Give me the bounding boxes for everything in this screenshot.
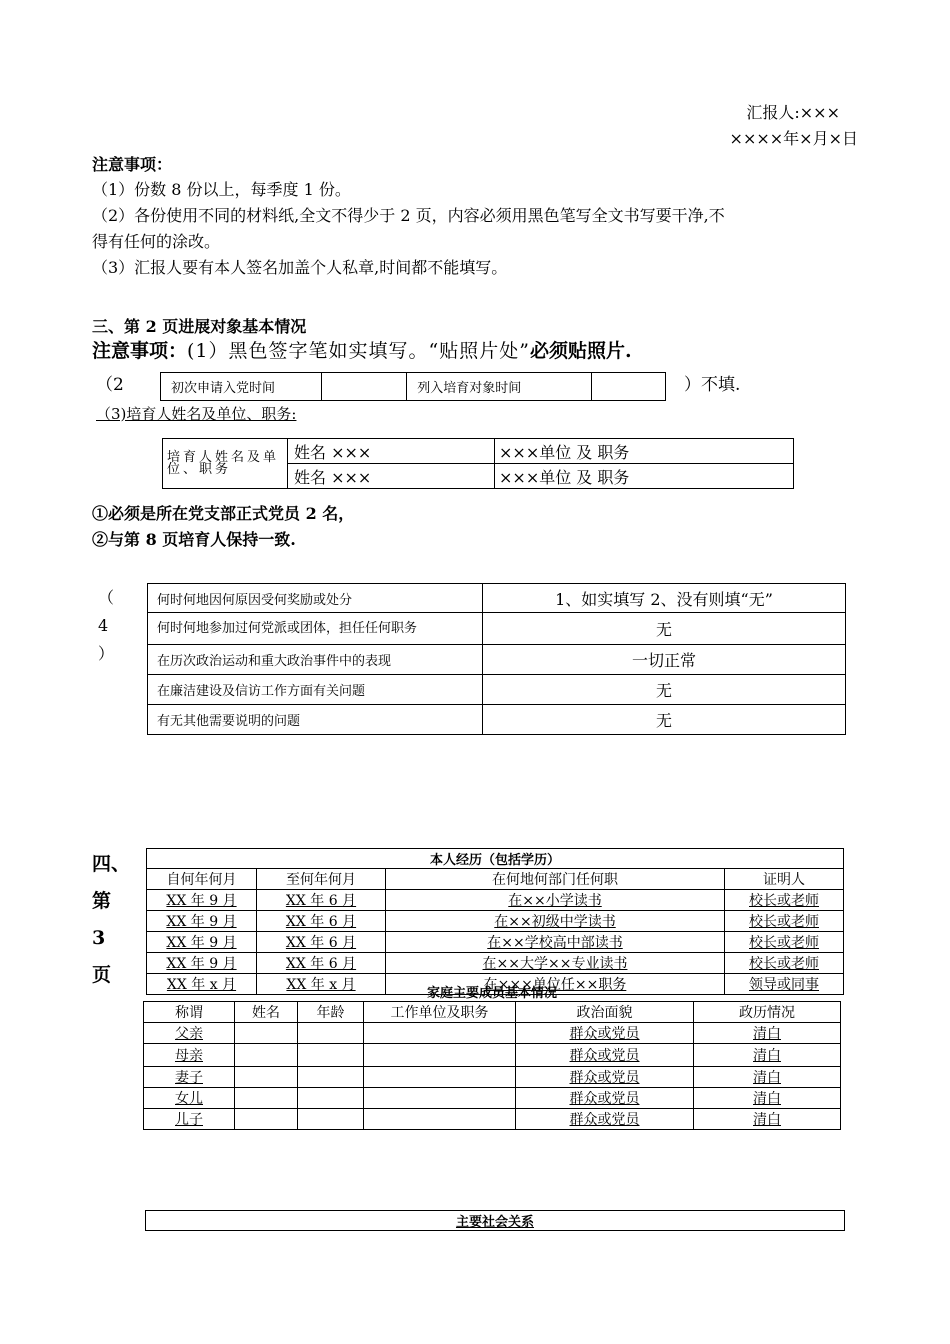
resume-cell: 校长或老师 bbox=[725, 911, 844, 932]
first-apply-label: 初次申请入党时间 bbox=[161, 373, 322, 401]
resume-cell: XX 年 6 月 bbox=[257, 890, 386, 911]
resume-cell: XX 年 6 月 bbox=[257, 911, 386, 932]
reporter: 汇报人:××× bbox=[746, 103, 840, 122]
family-cell: 母亲 bbox=[144, 1044, 235, 1067]
trainer-table bbox=[162, 438, 794, 489]
family-header-political: 政治面貌 bbox=[516, 1002, 694, 1023]
resume-cell: 在×××单位任××职务 bbox=[386, 974, 725, 995]
resume-cell: 在××小学读书 bbox=[386, 890, 725, 911]
report-date: ××××年×月×日 bbox=[729, 129, 858, 148]
family-header-relation: 称谓 bbox=[144, 1002, 235, 1023]
trainer-label: 培育人姓名及单位、职务 bbox=[163, 439, 288, 489]
resume-table bbox=[146, 848, 844, 995]
family-cell bbox=[364, 1088, 516, 1109]
trainer-2-name: 姓名 ××× bbox=[288, 464, 495, 489]
table-row bbox=[144, 1109, 841, 1130]
family-cell: 群众或党员 bbox=[516, 1023, 694, 1044]
item2-prefix: （2 bbox=[96, 375, 124, 395]
table-row bbox=[144, 1044, 841, 1067]
item3-label bbox=[96, 403, 296, 424]
section4-side-label bbox=[92, 846, 130, 994]
resume-cell: XX 年 x 月 bbox=[257, 974, 386, 995]
resume-cell: 校长或老师 bbox=[725, 932, 844, 953]
note-item-2: （2）各份使用不同的材料纸,全文不得少于 2 页，内容必须用黑色笔写全文书写要干净,不 bbox=[92, 206, 725, 225]
family-cell bbox=[235, 1023, 298, 1044]
family-header-name: 姓名 bbox=[235, 1002, 298, 1023]
table-row bbox=[144, 1088, 841, 1109]
resume-cell: 在××大学××专业读书 bbox=[386, 953, 725, 974]
item4-a-4: 无 bbox=[483, 675, 846, 705]
resume-cell: 在××初级中学读书 bbox=[386, 911, 725, 932]
cultivation-value bbox=[592, 373, 666, 401]
resume-cell: XX 年 6 月 bbox=[257, 953, 386, 974]
resume-title: 本人经历（包括学历） bbox=[147, 849, 844, 869]
resume-cell: XX 年 x 月 bbox=[147, 974, 257, 995]
family-cell bbox=[298, 1109, 364, 1130]
note-item-1: （1）份数 8 份以上，每季度 1 份。 bbox=[92, 180, 351, 199]
trainer-2-unit: ×××单位 及 职务 bbox=[495, 464, 794, 489]
section3-note-label: 注意事项： bbox=[92, 340, 188, 362]
family-cell: 清白 bbox=[694, 1109, 841, 1130]
item3-text: （3)培育人姓名及单位、职务: bbox=[96, 405, 297, 423]
family-table bbox=[143, 1001, 841, 1130]
side-label-4: 页 bbox=[92, 964, 112, 986]
family-cell: 妻子 bbox=[144, 1067, 235, 1088]
resume-header-position: 在何地何部门任何职 bbox=[386, 869, 725, 890]
family-title: 家庭主要成员基本情况 bbox=[426, 986, 557, 1001]
item4-a-5: 无 bbox=[483, 705, 846, 735]
item4-q-3: 在历次政治运动和重大政治事件中的表现 bbox=[148, 645, 483, 675]
resume-header-from: 自何年何月 bbox=[147, 869, 257, 890]
note-item-2-cont: 得有任何的涂改。 bbox=[92, 232, 221, 251]
cultivation-label: 列入培育对象时间 bbox=[407, 373, 592, 401]
family-cell bbox=[235, 1109, 298, 1130]
notes-title: 注意事项： bbox=[92, 155, 173, 174]
resume-cell: XX 年 9 月 bbox=[147, 932, 257, 953]
resume-cell: XX 年 9 月 bbox=[147, 953, 257, 974]
family-cell: 清白 bbox=[694, 1023, 841, 1044]
section3-note-text: (1）黑色签字笔如实填写。“贴照片处” bbox=[187, 340, 530, 362]
family-cell: 父亲 bbox=[144, 1023, 235, 1044]
item4-q-5: 有无其他需要说明的问题 bbox=[148, 705, 483, 735]
item4-q-4: 在廉洁建设及信访工作方面有关问题 bbox=[148, 675, 483, 705]
item4-label: （ 4 ） bbox=[98, 588, 125, 663]
resume-cell: 领导或同事 bbox=[725, 974, 844, 995]
family-cell: 儿子 bbox=[144, 1109, 235, 1130]
family-cell bbox=[364, 1044, 516, 1067]
table-row bbox=[147, 953, 844, 974]
resume-cell: XX 年 9 月 bbox=[147, 911, 257, 932]
resume-cell: XX 年 9 月 bbox=[147, 890, 257, 911]
family-cell: 群众或党员 bbox=[516, 1067, 694, 1088]
bold-note-2: ②与第 8 页培育人保持一致. bbox=[92, 530, 296, 549]
family-header-age: 年龄 bbox=[298, 1002, 364, 1023]
item4-a-2: 无 bbox=[483, 613, 846, 645]
item4-a-3: 一切正常 bbox=[483, 645, 846, 675]
family-cell bbox=[364, 1109, 516, 1130]
family-cell: 群众或党员 bbox=[516, 1109, 694, 1130]
family-cell: 群众或党员 bbox=[516, 1044, 694, 1067]
item4-table bbox=[147, 583, 846, 735]
bold-note-1: ①必须是所在党支部正式党员 2 名， bbox=[92, 504, 355, 523]
resume-cell: 校长或老师 bbox=[725, 890, 844, 911]
side-label-3: 3 bbox=[92, 927, 106, 949]
family-header-history: 政历情况 bbox=[694, 1002, 841, 1023]
table-row bbox=[144, 1067, 841, 1088]
resume-cell: 校长或老师 bbox=[725, 953, 844, 974]
side-label-1: 四、 bbox=[92, 853, 131, 875]
resume-cell: 在××学校高中部读书 bbox=[386, 932, 725, 953]
family-header-work: 工作单位及职务 bbox=[364, 1002, 516, 1023]
first-apply-value bbox=[322, 373, 407, 401]
item4-q-2: 何时何地参加过何党派或团体，担任任何职务 bbox=[148, 613, 483, 645]
social-title: 主要社会关系 bbox=[146, 1211, 845, 1231]
table-row bbox=[147, 911, 844, 932]
side-label-2: 第 bbox=[92, 890, 112, 912]
family-cell bbox=[298, 1044, 364, 1067]
family-cell: 女儿 bbox=[144, 1088, 235, 1109]
table-row bbox=[144, 1023, 841, 1044]
trainer-1-unit: ×××单位 及 职务 bbox=[495, 439, 794, 464]
item4-a-1: 1、如实填写 2、没有则填“无” bbox=[483, 584, 846, 613]
resume-header-witness: 证明人 bbox=[725, 869, 844, 890]
section3-note-bold: 必须贴照片. bbox=[529, 340, 632, 362]
family-cell: 清白 bbox=[694, 1067, 841, 1088]
family-cell bbox=[235, 1044, 298, 1067]
family-cell bbox=[298, 1023, 364, 1044]
item2-table bbox=[160, 372, 666, 401]
family-cell: 清白 bbox=[694, 1044, 841, 1067]
family-cell bbox=[364, 1023, 516, 1044]
family-cell: 清白 bbox=[694, 1088, 841, 1109]
table-row bbox=[147, 890, 844, 911]
item4-q-1: 何时何地因何原因受何奖励或处分 bbox=[148, 584, 483, 613]
resume-cell: XX 年 6 月 bbox=[257, 932, 386, 953]
note-item-3: （3）汇报人要有本人签名加盖个人私章,时间都不能填写。 bbox=[92, 258, 508, 277]
family-cell bbox=[298, 1088, 364, 1109]
social-table bbox=[145, 1210, 845, 1231]
family-cell bbox=[364, 1067, 516, 1088]
item2-suffix: ）不填. bbox=[684, 375, 741, 395]
table-row bbox=[147, 932, 844, 953]
section3-note bbox=[92, 336, 632, 363]
section3-heading: 三、第 2 页进展对象基本情况 bbox=[92, 317, 307, 336]
family-cell bbox=[235, 1088, 298, 1109]
family-cell: 群众或党员 bbox=[516, 1088, 694, 1109]
family-cell bbox=[235, 1067, 298, 1088]
family-cell bbox=[298, 1067, 364, 1088]
trainer-1-name: 姓名 ××× bbox=[288, 439, 495, 464]
resume-header-to: 至何年何月 bbox=[257, 869, 386, 890]
